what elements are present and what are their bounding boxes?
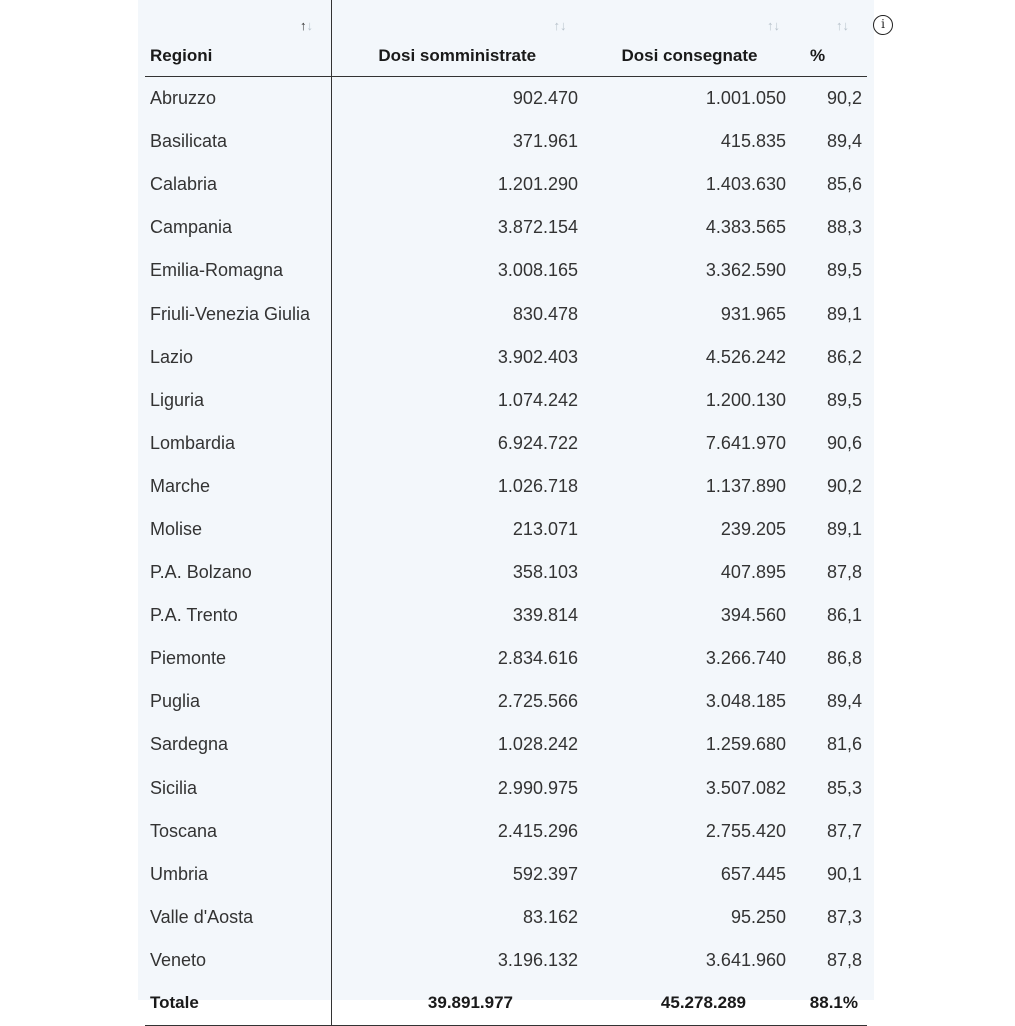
table-row: [145, 939, 867, 982]
cell-percent: 86,8: [826, 648, 862, 669]
cell-percent: 90,2: [826, 88, 862, 109]
table-row: [145, 508, 867, 551]
cell-administered: 1.074.242: [497, 389, 578, 410]
cell-administered: 2.415.296: [497, 820, 578, 841]
sort-regioni-icon[interactable]: ↑↓: [300, 18, 313, 33]
cell-delivered: 657.445: [720, 863, 786, 884]
table-row: [145, 206, 867, 249]
cell-delivered: 1.259.680: [705, 734, 786, 755]
table-row: [145, 594, 867, 637]
cell-administered: 592.397: [512, 863, 578, 884]
cell-region: Sardegna: [145, 723, 331, 766]
cell-administered: 2.990.975: [497, 777, 578, 798]
cell-delivered: 931.965: [720, 303, 786, 324]
cell-delivered: 394.560: [720, 605, 786, 626]
table-body: [145, 77, 867, 982]
cell-administered: 2.834.616: [497, 648, 578, 669]
cell-delivered: 4.526.242: [705, 346, 786, 367]
cell-percent: 89,1: [826, 303, 862, 324]
cell-administered: 358.103: [512, 562, 578, 583]
table-row: [145, 853, 867, 896]
total-row: [145, 982, 867, 1026]
cell-percent: 86,2: [826, 346, 862, 367]
cell-region: Calabria: [145, 163, 331, 206]
header-regioni[interactable]: [145, 0, 331, 77]
sort-dosi-consegnate-icon[interactable]: ↑↓: [767, 18, 780, 33]
cell-percent: 90,6: [826, 432, 862, 453]
total-percent: 88.1%: [796, 982, 867, 1026]
cell-delivered: 3.362.590: [705, 260, 786, 281]
cell-delivered: 3.048.185: [705, 691, 786, 712]
vaccine-doses-table-container: [145, 0, 867, 1026]
cell-region: Campania: [145, 206, 331, 249]
cell-administered: 902.470: [512, 88, 578, 109]
cell-delivered: 7.641.970: [705, 432, 786, 453]
cell-percent: 89,1: [826, 518, 862, 539]
cell-percent: 87,8: [826, 949, 862, 970]
cell-percent: 81,6: [826, 734, 862, 755]
header-dosi-somministrate-label: Dosi somministrate: [378, 46, 537, 65]
header-percent-label: %: [810, 46, 826, 65]
cell-region: Abruzzo: [145, 77, 331, 121]
cell-region: Lazio: [145, 336, 331, 379]
cell-percent: 90,2: [826, 475, 862, 496]
cell-region: Molise: [145, 508, 331, 551]
header-dosi-consegnate-label: Dosi consegnate: [621, 46, 758, 65]
cell-delivered: 1.200.130: [705, 389, 786, 410]
cell-region: Veneto: [145, 939, 331, 982]
cell-administered: 2.725.566: [497, 691, 578, 712]
cell-delivered: 4.383.565: [705, 217, 786, 238]
cell-region: Emilia-Romagna: [145, 249, 331, 292]
cell-region: Puglia: [145, 680, 331, 723]
cell-administered: 371.961: [512, 131, 578, 152]
header-regioni-label: Regioni: [150, 46, 213, 65]
table-row: [145, 379, 867, 422]
cell-administered: 1.026.718: [497, 475, 578, 496]
cell-region: Valle d'Aosta: [145, 896, 331, 939]
total-administered: 39.891.977: [331, 982, 583, 1026]
header-percent[interactable]: [796, 0, 867, 77]
cell-administered: 213.071: [512, 518, 578, 539]
table-row: [145, 336, 867, 379]
cell-administered: 339.814: [512, 605, 578, 626]
cell-region: Marche: [145, 465, 331, 508]
table-row: [145, 637, 867, 680]
cell-percent: 89,5: [826, 260, 862, 281]
cell-region: Piemonte: [145, 637, 331, 680]
cell-delivered: 3.266.740: [705, 648, 786, 669]
cell-administered: 1.028.242: [497, 734, 578, 755]
cell-delivered: 407.895: [720, 562, 786, 583]
header-dosi-somministrate[interactable]: [331, 0, 583, 77]
cell-administered: 3.872.154: [497, 217, 578, 238]
cell-administered: 83.162: [522, 906, 578, 927]
cell-delivered: 2.755.420: [705, 820, 786, 841]
cell-region: P.A. Bolzano: [145, 551, 331, 594]
cell-region: Basilicata: [145, 120, 331, 163]
cell-administered: 830.478: [512, 303, 578, 324]
cell-delivered: 3.507.082: [705, 777, 786, 798]
cell-delivered: 239.205: [720, 518, 786, 539]
cell-percent: 89,4: [826, 131, 862, 152]
cell-region: Umbria: [145, 853, 331, 896]
cell-percent: 86,1: [826, 605, 862, 626]
cell-region: P.A. Trento: [145, 594, 331, 637]
info-icon[interactable]: i: [873, 15, 893, 35]
cell-percent: 90,1: [826, 863, 862, 884]
cell-delivered: 1.403.630: [705, 174, 786, 195]
cell-region: Toscana: [145, 810, 331, 853]
table-row: [145, 551, 867, 594]
table-row: [145, 422, 867, 465]
cell-percent: 87,7: [826, 820, 862, 841]
cell-percent: 88,3: [826, 217, 862, 238]
cell-delivered: 1.137.890: [705, 475, 786, 496]
sort-percent-icon[interactable]: ↑↓: [836, 18, 849, 33]
table-row: [145, 120, 867, 163]
table-row: [145, 249, 867, 292]
cell-administered: 3.196.132: [497, 949, 578, 970]
table-row: [145, 723, 867, 766]
cell-region: Liguria: [145, 379, 331, 422]
table-row: [145, 77, 867, 121]
cell-region: Sicilia: [145, 767, 331, 810]
table-row: [145, 465, 867, 508]
total-label: Totale: [145, 982, 331, 1026]
cell-delivered: 1.001.050: [705, 88, 786, 109]
header-dosi-consegnate[interactable]: [583, 0, 796, 77]
table-header-row: [145, 0, 867, 77]
cell-delivered: 3.641.960: [705, 949, 786, 970]
cell-percent: 87,8: [826, 562, 862, 583]
cell-administered: 6.924.722: [497, 432, 578, 453]
total-delivered: 45.278.289: [583, 982, 796, 1026]
cell-region: Friuli-Venezia Giulia: [145, 292, 331, 335]
cell-delivered: 95.250: [730, 906, 786, 927]
cell-administered: 3.008.165: [497, 260, 578, 281]
cell-delivered: 415.835: [720, 131, 786, 152]
sort-dosi-somministrate-icon[interactable]: ↑↓: [553, 18, 567, 33]
cell-percent: 89,4: [826, 691, 862, 712]
cell-percent: 87,3: [826, 906, 862, 927]
cell-administered: 3.902.403: [497, 346, 578, 367]
cell-percent: 85,6: [826, 174, 862, 195]
table-row: [145, 680, 867, 723]
vaccine-doses-table: [145, 0, 867, 1026]
cell-percent: 85,3: [826, 777, 862, 798]
table-row: [145, 896, 867, 939]
table-row: [145, 292, 867, 335]
cell-administered: 1.201.290: [497, 174, 578, 195]
cell-region: Lombardia: [145, 422, 331, 465]
table-row: [145, 810, 867, 853]
table-row: [145, 163, 867, 206]
cell-percent: 89,5: [826, 389, 862, 410]
table-row: [145, 767, 867, 810]
